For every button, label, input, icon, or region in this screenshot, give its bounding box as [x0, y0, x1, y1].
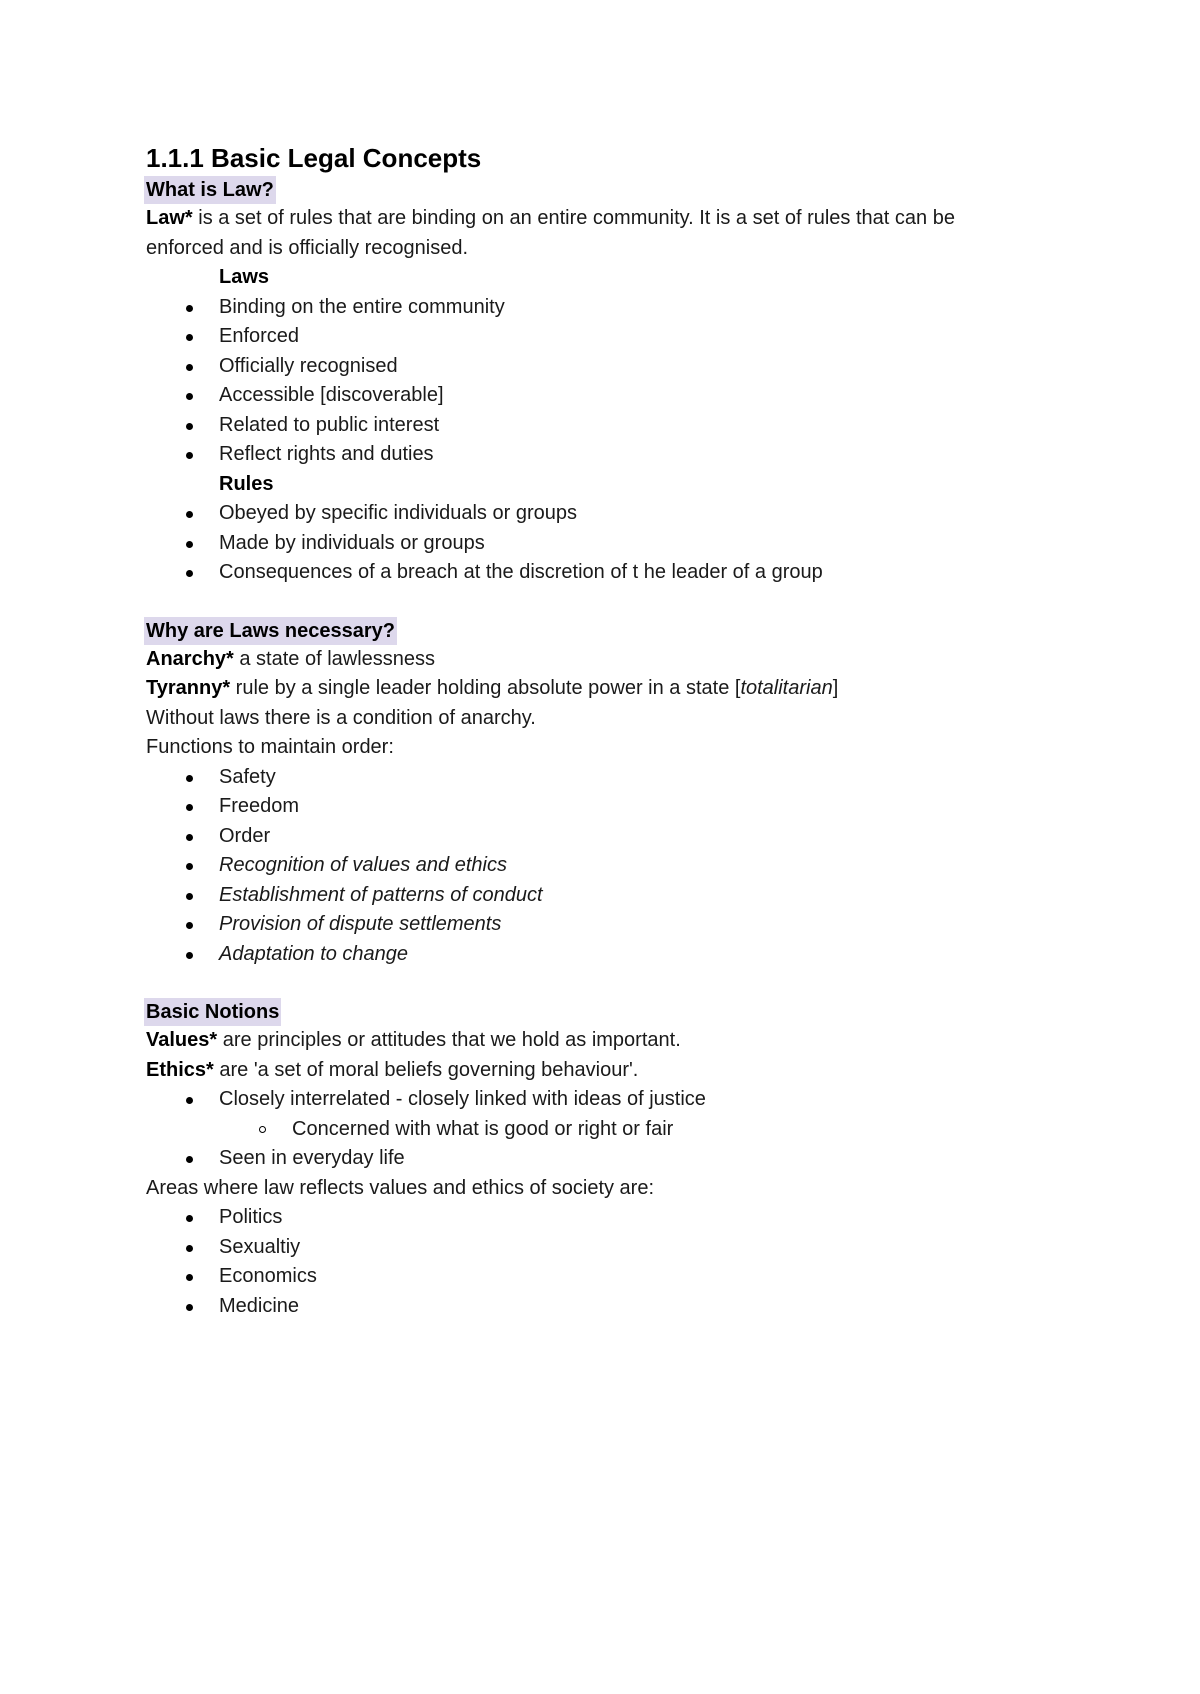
term-anarchy: Anarchy*: [146, 647, 234, 670]
list-item-text: Establishment of patterns of conduct: [219, 883, 543, 906]
law-definition-text: is a set of rules that are binding on an entire community. It is a set of rules that can be: [192, 207, 955, 229]
notions-list: [146, 1085, 1106, 1174]
law-definition-line-2: enforced and is officially recognised.: [146, 236, 469, 259]
list-item: Freedom: [146, 792, 1106, 822]
anarchy-definition: [146, 645, 1106, 675]
tyranny-text: rule by a single leader holding absolute power in a state [: [230, 677, 741, 699]
laws-list: [146, 293, 1106, 470]
section-heading: Basic Notions: [144, 998, 281, 1026]
list-item: Reflect rights and duties: [146, 440, 1106, 470]
law-definition-line-1: [146, 204, 1106, 234]
list-item: Binding on the entire community: [146, 293, 1106, 323]
ethics-text: are 'a set of moral beliefs governing behaviour'.: [213, 1058, 639, 1081]
list-item: [146, 881, 1106, 911]
ethics-definition: [146, 1056, 1106, 1086]
term-tyranny: Tyranny*: [146, 677, 231, 699]
tyranny-close: ]: [832, 677, 839, 699]
list-item: [146, 940, 1106, 970]
functions-intro: Functions to maintain order:: [146, 736, 394, 758]
list-item: Order: [146, 822, 1106, 852]
term-values: Values*: [146, 1029, 218, 1051]
laws-label: Laws: [219, 266, 270, 288]
list-item: Accessible [discoverable]: [146, 381, 1106, 411]
areas-intro: Areas where law reflects values and ethics of society are:: [146, 1176, 655, 1199]
sub-list-item: Concerned with what is good or right or fair: [146, 1115, 1106, 1145]
areas-list: [146, 1203, 1106, 1321]
list-item: Closely interrelated - closely linked with ideas of justice: [146, 1085, 1106, 1115]
term-law: Law*: [146, 207, 193, 229]
list-item: [146, 910, 1106, 940]
list-item-text: Recognition of values and ethics: [219, 854, 507, 876]
values-text: are principles or attitudes that we hold as important.: [217, 1029, 681, 1051]
list-item: Politics: [146, 1203, 1106, 1233]
rules-label: Rules: [219, 472, 274, 495]
document-page: [146, 140, 1106, 1321]
page-title: 1.1.1 Basic Legal Concepts: [146, 143, 482, 173]
tyranny-italic: totalitarian: [740, 677, 833, 699]
list-item: Economics: [146, 1262, 1106, 1292]
spacer: [146, 588, 1106, 617]
section-heading: Why are Laws necessary?: [144, 617, 397, 645]
values-definition: [146, 1026, 1106, 1056]
list-item: Related to public interest: [146, 411, 1106, 441]
tyranny-definition: [146, 674, 1106, 704]
list-item: Consequences of a breach at the discretion of t he leader of a group: [146, 558, 1106, 588]
section-basic-notions: [146, 998, 1106, 1321]
list-item: Enforced: [146, 322, 1106, 352]
rules-list: [146, 499, 1106, 588]
spacer: [146, 969, 1106, 998]
list-item: Safety: [146, 763, 1106, 793]
functions-list: [146, 763, 1106, 970]
term-ethics: Ethics*: [146, 1058, 214, 1081]
list-item: Medicine: [146, 1292, 1106, 1322]
section-what-is-law: [146, 176, 1106, 588]
list-item: Made by individuals or groups: [146, 529, 1106, 559]
list-item-text: Adaptation to change: [219, 942, 409, 965]
list-item: Sexualtiy: [146, 1233, 1106, 1263]
list-item: Officially recognised: [146, 352, 1106, 382]
section-why-laws-necessary: [146, 617, 1106, 970]
section-heading: What is Law?: [144, 176, 276, 204]
list-item: [146, 851, 1106, 881]
anarchy-statement: Without laws there is a condition of anarchy.: [146, 706, 536, 729]
anarchy-text: a state of lawlessness: [233, 647, 436, 670]
list-item: Seen in everyday life: [146, 1144, 1106, 1174]
list-item: Obeyed by specific individuals or groups: [146, 499, 1106, 529]
list-item-text: Provision of dispute settlements: [219, 913, 502, 935]
